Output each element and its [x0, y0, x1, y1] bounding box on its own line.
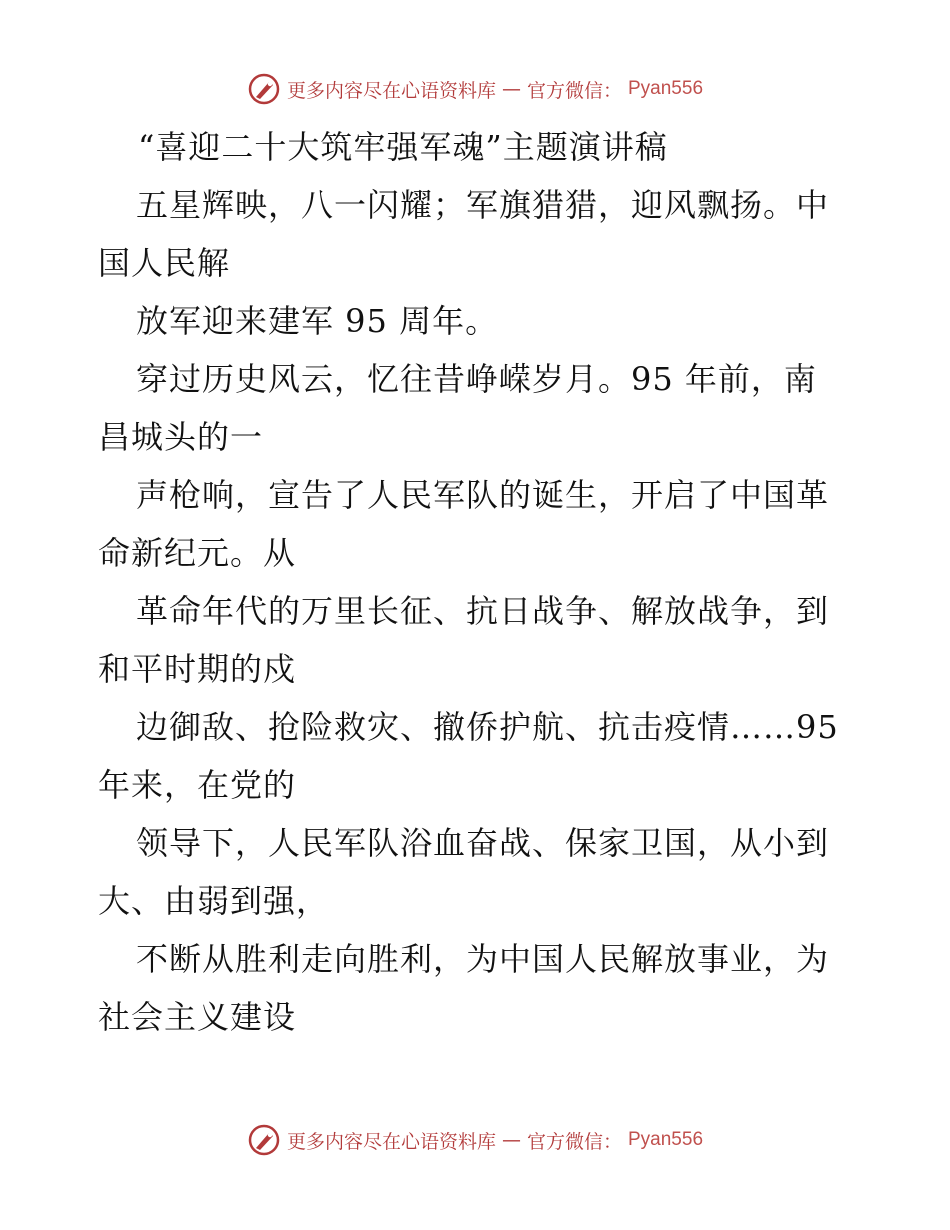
paragraph-line: 边御敌、抢险救灾、撤侨护航、抗击疫情……95 [136, 708, 839, 746]
paragraph-line: 声枪响，宣告了人民军队的诞生，开启了中国革 [136, 476, 830, 514]
document-body [98, 118, 858, 1046]
paragraph-line: 领导下，人民军队浴血奋战、保家卫国，从小到 [136, 824, 830, 862]
header-banner [0, 72, 950, 106]
paragraph-line: 命新纪元。从 [98, 534, 297, 572]
banner-separator: — [501, 1129, 521, 1151]
pen-nib-logo-icon [247, 72, 281, 106]
paragraph-line: 放军迎来建军 95 周年。 [136, 302, 499, 340]
banner-separator: — [501, 78, 521, 100]
banner-wechat-id: Pyan556 [628, 1129, 704, 1150]
pen-nib-logo-icon [247, 1123, 281, 1157]
paragraph-line: 国人民解 [98, 244, 231, 282]
paragraph-line: 昌城头的一 [98, 418, 264, 456]
banner-wechat-label: 官方微信： [526, 1130, 622, 1153]
banner-text: 更多内容尽在心语资料库 [286, 1130, 496, 1153]
paragraph-line: 年来，在党的 [98, 766, 297, 804]
footer-banner [0, 1123, 950, 1157]
paragraph-line: 穿过历史风云，忆往昔峥嵘岁月。95 年前，南 [136, 360, 817, 398]
paragraph-line: 革命年代的万里长征、抗日战争、解放战争，到 [136, 592, 830, 630]
banner-wechat-id: Pyan556 [628, 78, 704, 99]
paragraph-line: 不断从胜利走向胜利，为中国人民解放事业，为 [136, 940, 830, 978]
banner-wechat-label: 官方微信： [526, 79, 622, 102]
document-title: “喜迎二十大筑牢强军魂”主题演讲稿 [138, 128, 668, 166]
paragraph-line: 大、由弱到强， [98, 882, 330, 920]
paragraph-line: 五星辉映，八一闪耀；军旗猎猎，迎风飘扬。中 [136, 186, 830, 224]
paragraph-line: 社会主义建设 [98, 998, 297, 1036]
paragraph-line: 和平时期的戍 [98, 650, 297, 688]
banner-text: 更多内容尽在心语资料库 [286, 79, 496, 102]
